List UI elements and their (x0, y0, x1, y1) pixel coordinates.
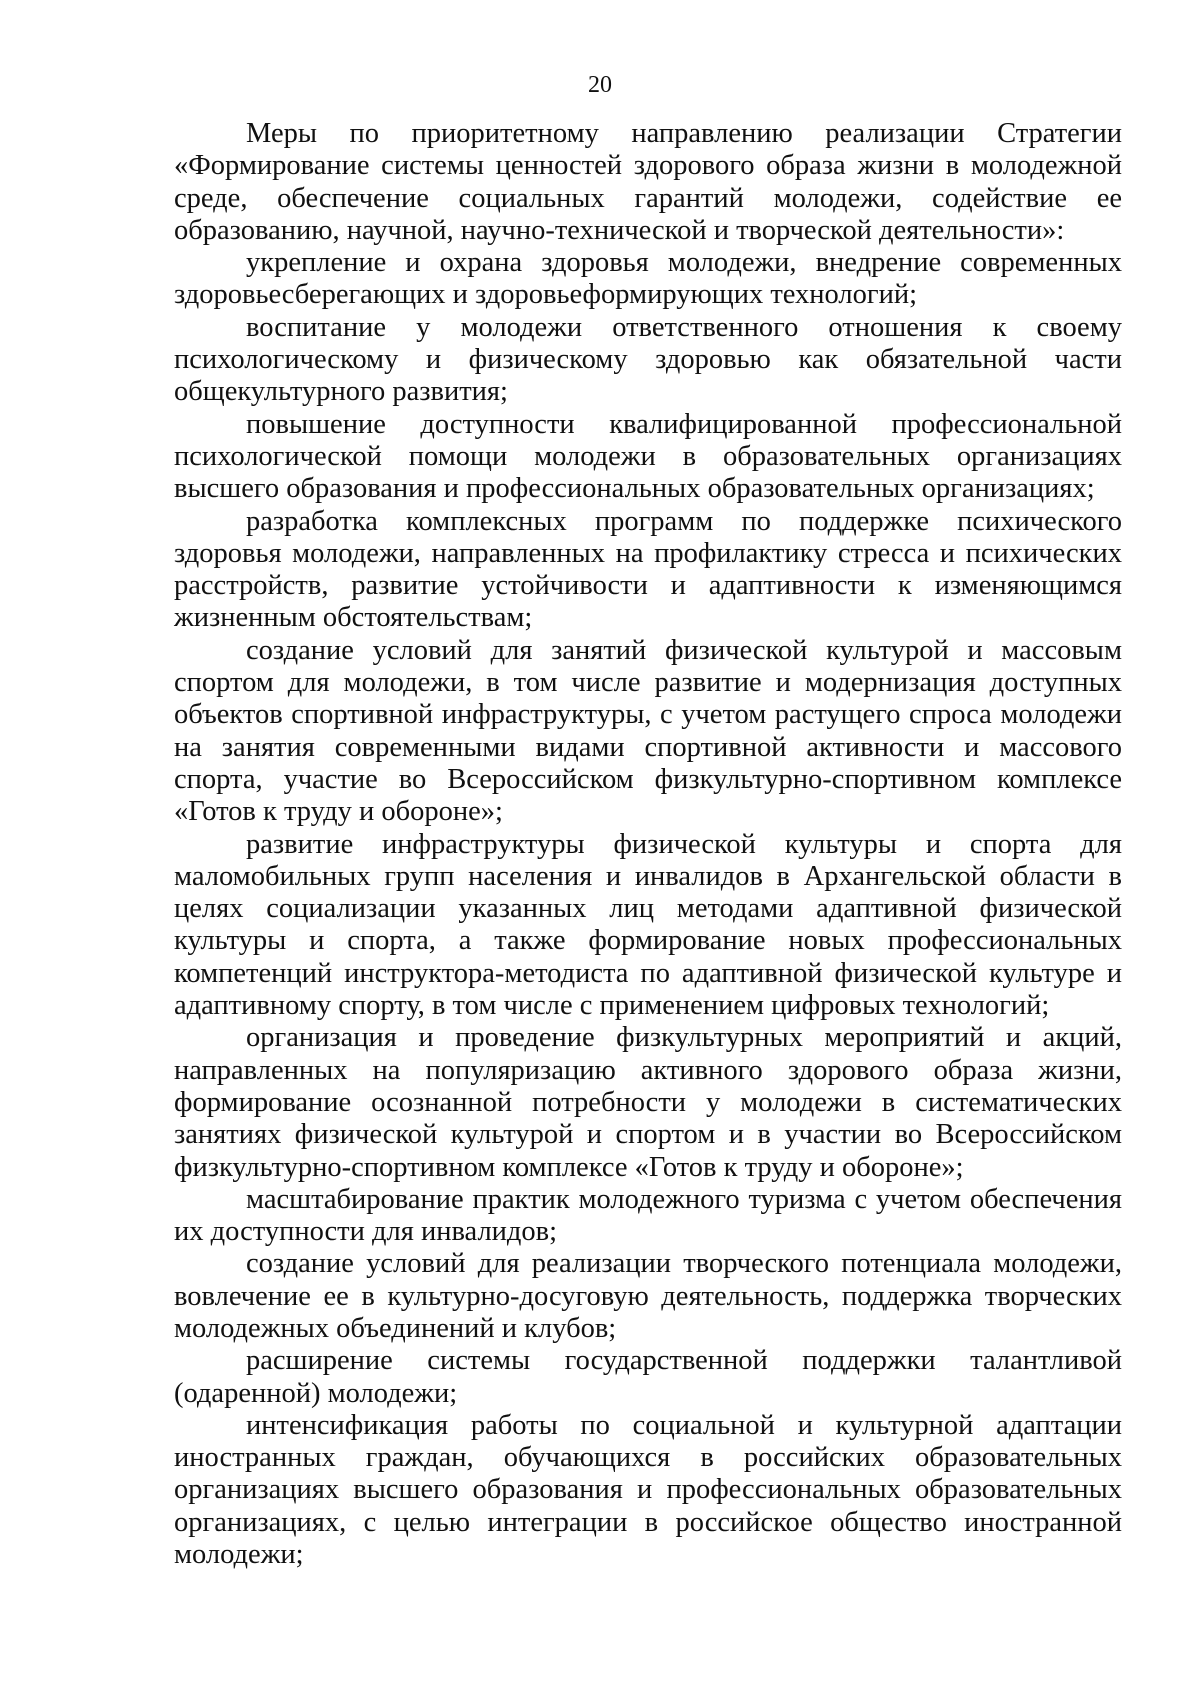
page-number: 20 (588, 72, 612, 98)
document-body (174, 118, 1122, 1571)
measure-paragraph: повышение доступности квалифицированной профессиональной психологической помощи молодежи в образовательных организациях высшего образования и профессиональных образовательных организациях; (174, 408, 1122, 505)
measure-paragraph: разработка комплексных программ по поддержке психического здоровья молодежи, направленных на профилактику стресса и психических расстройств, развитие устойчивости и адаптивности к изменяющимся жизненным обстоятельствам; (174, 505, 1122, 634)
measure-paragraph: интенсификация работы по социальной и культурной адаптации иностранных граждан, обучающихся в российских образовательных организациях высшего образования и профессиональных образовательных организациях, с целью интеграции в российское общество иностранной молодежи; (174, 1409, 1122, 1571)
measure-paragraph: укрепление и охрана здоровья молодежи, внедрение современных здоровьесберегающих и здоровьеформирующих технологий; (174, 247, 1122, 311)
measure-paragraph: масштабирование практик молодежного туризма с учетом обеспечения их доступности для инвалидов; (174, 1183, 1122, 1248)
measure-paragraph: создание условий для реализации творческого потенциала молодежи, вовлечение ее в культурно-досуговую деятельность, поддержка творческих молодежных объединений и клубов; (174, 1248, 1122, 1344)
intro-paragraph: Меры по приоритетному направлению реализации Стратегии «Формирование системы ценностей здорового образа жизни в молодежной среде, обеспечение социальных гарантий молодежи, содействие ее образованию, научной, научно-технической и творческой деятельности»: (174, 118, 1122, 246)
measure-paragraph: организация и проведение физкультурных мероприятий и акций, направленных на популяризацию активного здорового образа жизни, формирование осознанной потребности у молодежи в систематических занятиях физической культурой и спортом и в участии во Всероссийском физкультурно-спортивном комплексе «Готов к труду и обороне»; (174, 1022, 1122, 1183)
measure-paragraph: развитие инфраструктуры физической культуры и спорта для маломобильных групп населения и инвалидов в Архангельской области в целях социализации указанных лиц методами адаптивной физической культуры и спорта, а также формирование новых профессиональных компетенций инструктора-методиста по адаптивной физической культуре и адаптивному спорту, в том числе с применением цифровых технологий; (174, 828, 1122, 1022)
measure-paragraph: расширение системы государственной поддержки талантливой (одаренной) молодежи; (174, 1345, 1122, 1409)
measure-paragraph: создание условий для занятий физической культурой и массовым спортом для молодежи, в том числе развитие и модернизация доступных объектов спортивной инфраструктуры, с учетом растущего спроса молодежи на занятия современными видами спортивной активности и массового спорта, участие во Всероссийском физкультурно-спортивном комплексе «Готов к труду и обороне»; (174, 634, 1122, 828)
measure-paragraph: воспитание у молодежи ответственного отношения к своему психологическому и физическому здоровью как обязательной части общекультурного развития; (174, 311, 1122, 408)
